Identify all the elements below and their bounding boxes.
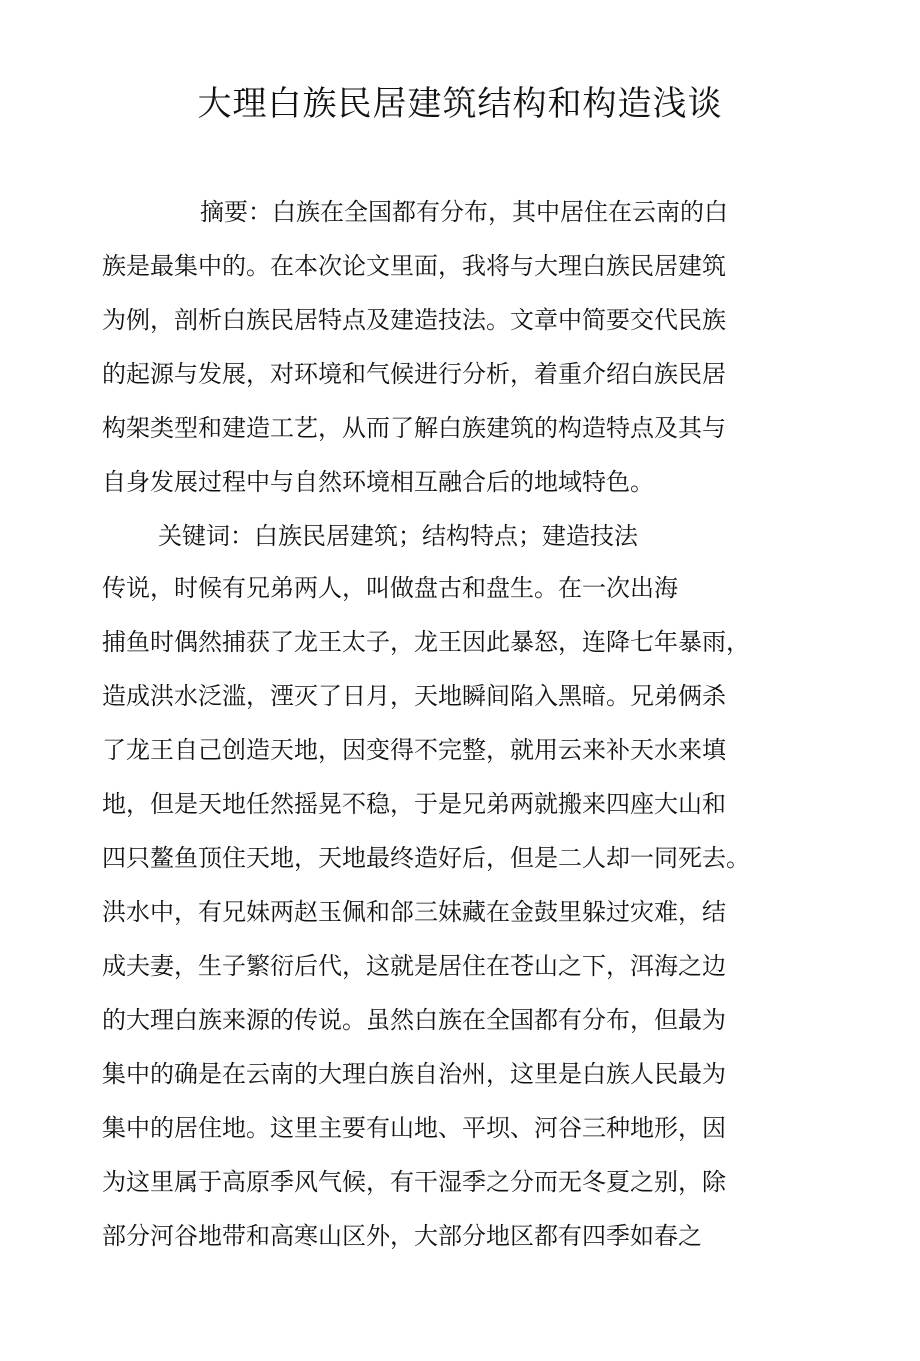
body-line: 集中的确是在云南的大理白族自治州，这里是白族人民最为: [102, 1060, 726, 1088]
abstract-line: 自身发展过程中与自然环境相互融合后的地域特色。: [102, 468, 654, 496]
keywords-line: 关键词：白族民居建筑；结构特点；建造技法: [158, 522, 638, 550]
body-line: 的大理白族来源的传说。虽然白族在全国都有分布，但最为: [102, 1006, 726, 1034]
body-line: 捕鱼时偶然捕获了龙王太子，龙王因此暴怒，连降七年暴雨，: [102, 628, 750, 656]
body-line: 四只鳌鱼顶住天地，天地最终造好后，但是二人却一同死去。: [102, 844, 750, 872]
body-line: 了龙王自己创造天地，因变得不完整，就用云来补天水来填: [102, 736, 726, 764]
document-title: 大理白族民居建筑结构和构造浅谈: [197, 84, 723, 124]
body-line: 集中的居住地。这里主要有山地、平坝、河谷三种地形，因: [102, 1114, 726, 1142]
abstract-line: 为例，剖析白族民居特点及建造技法。文章中简要交代民族: [102, 306, 726, 334]
body-line: 造成洪水泛滥，湮灭了日月，天地瞬间陷入黑暗。兄弟俩杀: [102, 682, 726, 710]
abstract-line: 摘要：白族在全国都有分布，其中居住在云南的白: [200, 198, 728, 226]
body-line: 成夫妻，生子繁衍后代，这就是居住在苍山之下，洱海之边: [102, 952, 726, 980]
body-line: 部分河谷地带和高寒山区外，大部分地区都有四季如春之: [102, 1222, 702, 1250]
body-line: 洪水中，有兄妹两赵玉佩和郃三妹藏在金鼓里躲过灾难，结: [102, 898, 726, 926]
body-line: 为这里属于高原季风气候，有干湿季之分而无冬夏之别，除: [102, 1168, 726, 1196]
abstract-line: 的起源与发展，对环境和气候进行分析，着重介绍白族民居: [102, 360, 726, 388]
body-line: 传说，时候有兄弟两人，叫做盘古和盘生。在一次出海: [102, 574, 678, 602]
abstract-line: 族是最集中的。在本次论文里面，我将与大理白族民居建筑: [102, 252, 726, 280]
body-line: 地，但是天地任然摇晃不稳，于是兄弟两就搬来四座大山和: [102, 790, 726, 818]
abstract-line: 构架类型和建造工艺，从而了解白族建筑的构造特点及其与: [102, 414, 726, 442]
